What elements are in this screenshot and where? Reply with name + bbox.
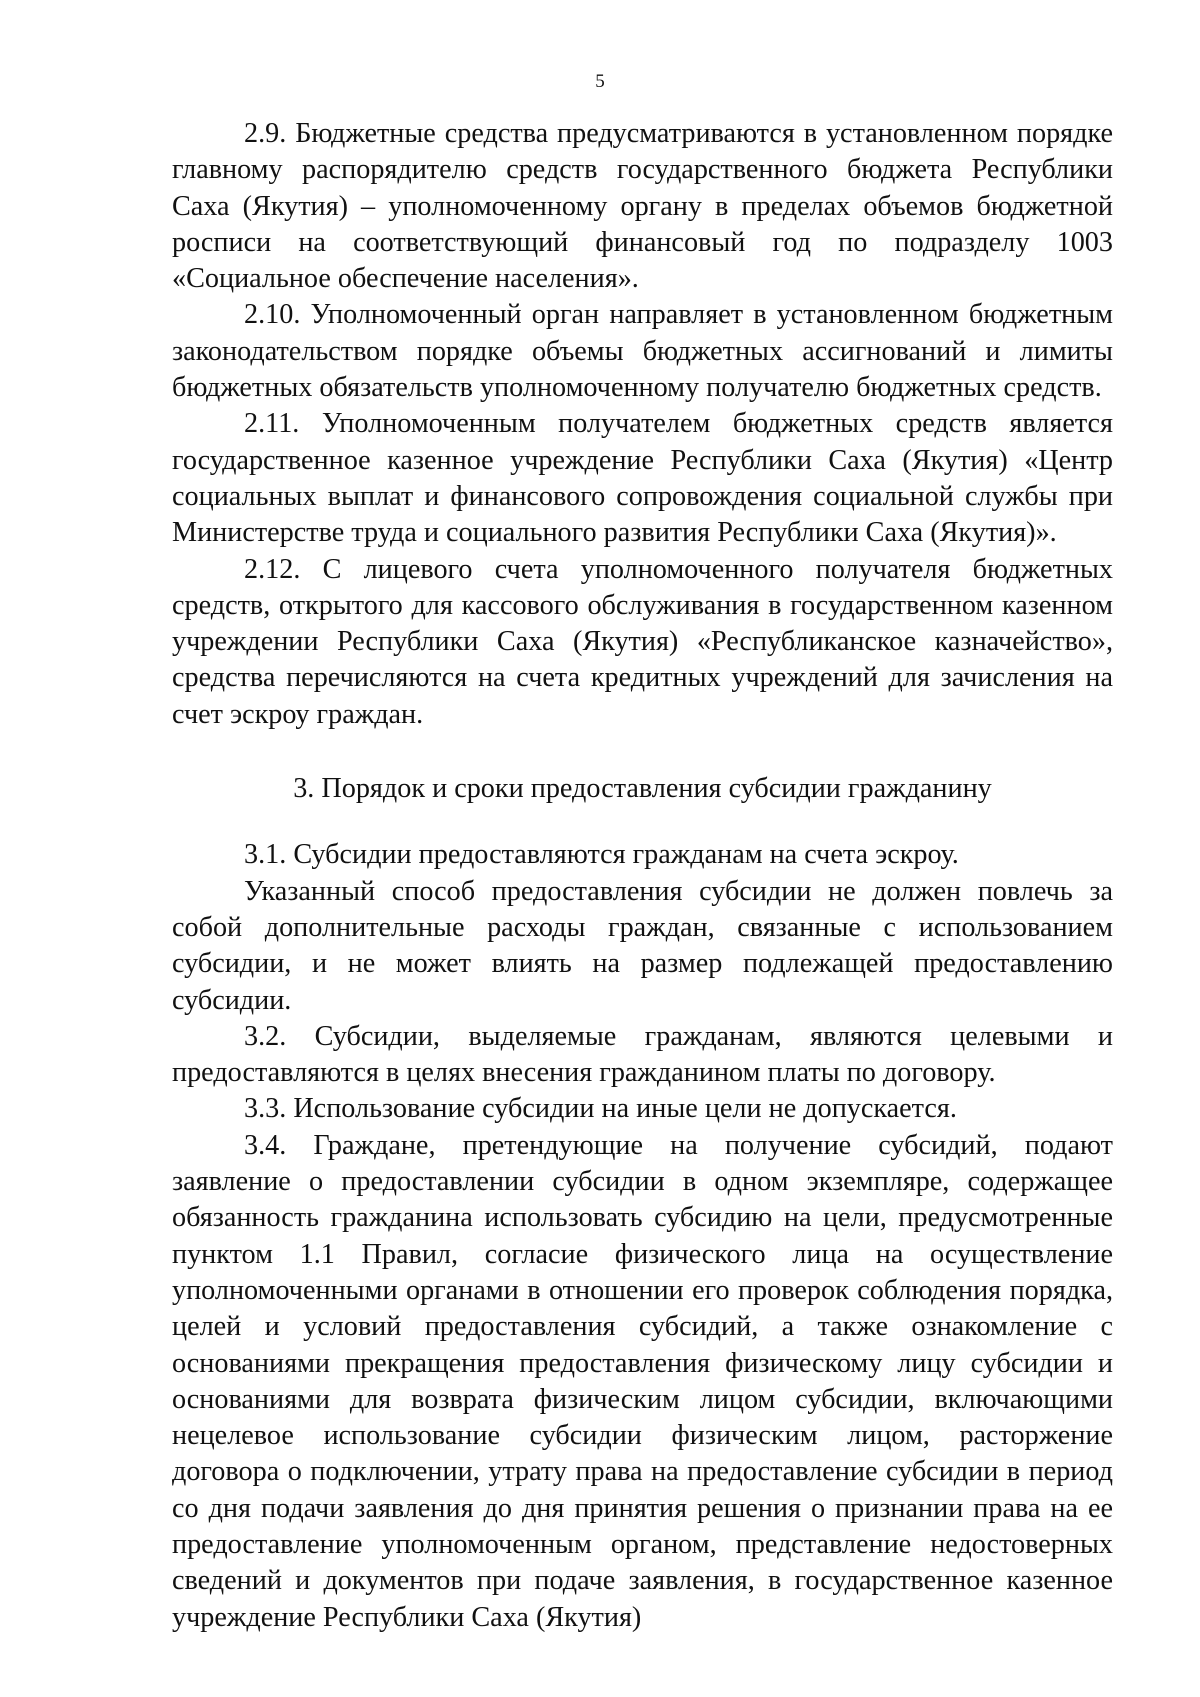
- paragraph-3-2: 3.2. Субсидии, выделяемые гражданам, являются целевыми и предоставляются в целях внесения гражданином платы по договору.: [172, 1020, 1113, 1089]
- section-3-heading: 3. Порядок и сроки предоставления субсидии гражданину: [293, 773, 992, 805]
- paragraph-3-1: 3.1. Субсидии предоставляются гражданам на счета эскроу.: [244, 839, 959, 871]
- paragraph-2-12: 2.12. С лицевого счета уполномоченного получателя бюджетных средств, открытого для кассового обслуживания в государственном казенном учреждении Республики Саха (Якутия) «Республиканское казначейство», средства перечисляются на счета кредитных учреждений для зачисления на счет эскроу граждан.: [172, 553, 1113, 730]
- paragraph-2-9: 2.9. Бюджетные средства предусматриваются в установленном порядке главному распорядителю средств государственного бюджета Республики Саха (Якутия) – уполномоченному органу в пределах объемов бюджетной росписи на соответствующий финансовый год по подразделу 1003 «Социальное обеспечение населения».: [172, 118, 1113, 295]
- paragraph-2-10: 2.10. Уполномоченный орган направляет в установленном бюджетным законодательством порядке объемы бюджетных ассигнований и лимиты бюджетных обязательств уполномоченному получателю бюджетных средств.: [172, 299, 1113, 404]
- paragraph-3-3: 3.3. Использование субсидии на иные цели не допускается.: [244, 1093, 957, 1125]
- paragraph-3-4: 3.4. Граждане, претендующие на получение субсидий, подают заявление о предоставлении субсидии в одном экземпляре, содержащее обязанность гражданина использовать субсидию на цели, предусмотренные пунктом 1.1 Правил, согласие физического лица на осуществление уполномоченными органами в отношении его проверок соблюдения порядка, целей и условий предоставления субсидий, а также ознакомление с основаниями прекращения предоставления физическому лицу субсидии и основаниями для возврата физическим лицом субсидии, включающими нецелевое использование субсидии физическим лицом, расторжение договора о подключении, утрату права на предоставление субсидии в период со дня подачи заявления до дня принятия решения о признании права на ее предоставление уполномоченным органом, представление недостоверных сведений и документов при подаче заявления, в государственное казенное учреждение Республики Саха (Якутия): [172, 1129, 1113, 1633]
- page-number: 5: [595, 71, 605, 92]
- document-body: [172, 116, 1113, 1636]
- paragraph-3-1-note: Указанный способ предоставления субсидии не должен повлечь за собой дополнительные расходы граждан, связанные с использованием субсидии, и не может влиять на размер подлежащей предоставлению субсидии.: [172, 875, 1113, 1016]
- paragraph-2-11: 2.11. Уполномоченным получателем бюджетных средств является государственное казенное учреждение Республики Саха (Якутия) «Центр социальных выплат и финансового сопровождения социальной службы при Министерстве труда и социального развития Республики Саха (Якутия)».: [172, 408, 1113, 549]
